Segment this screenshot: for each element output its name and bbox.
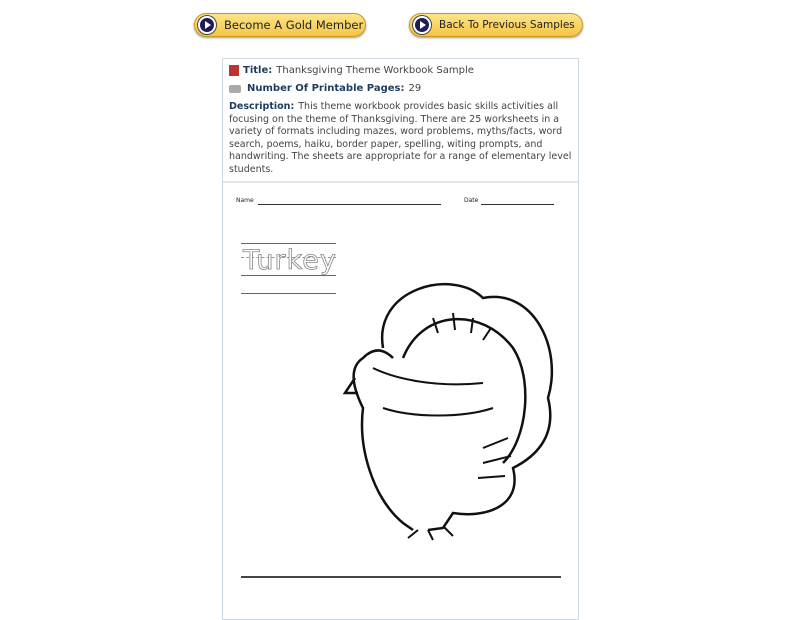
button-label: Become A Gold Member [224, 18, 364, 32]
bottom-rule [241, 576, 561, 578]
date-label: Date [464, 196, 479, 204]
description-text: This theme workbook provides basic skills activities all focusing on the theme of Thanksgiving. There are 25 worksheets in a variety of formats including mazes, word problems, myths/facts, word search, poems, haiku, border paper, spelling, witing prompts, and handwriting. The sheets are appropriate for a range of elementary level students. [229, 101, 572, 175]
description-label: Description: [229, 101, 295, 112]
button-label: Back To Previous Samples [439, 19, 575, 31]
name-line [258, 204, 441, 205]
document-icon [229, 65, 239, 76]
play-icon [198, 16, 216, 34]
turkey-illustration [333, 268, 563, 548]
back-to-samples-button[interactable] [409, 13, 583, 37]
title-label: Title: [243, 65, 273, 76]
pages-value: 29 [408, 83, 422, 94]
worksheet-preview [223, 183, 578, 583]
tracing-lines [241, 243, 336, 295]
pages-label: Number Of Printable Pages: [247, 83, 405, 94]
sample-info [223, 59, 578, 183]
printer-icon [229, 85, 241, 93]
become-gold-member-button[interactable] [194, 13, 366, 37]
date-line [481, 204, 554, 205]
play-icon [413, 16, 431, 34]
name-label: Name [236, 196, 254, 204]
trace-word: Turkey [243, 244, 337, 276]
title-value: Thanksgiving Theme Workbook Sample [276, 65, 474, 76]
sample-panel [222, 58, 579, 620]
